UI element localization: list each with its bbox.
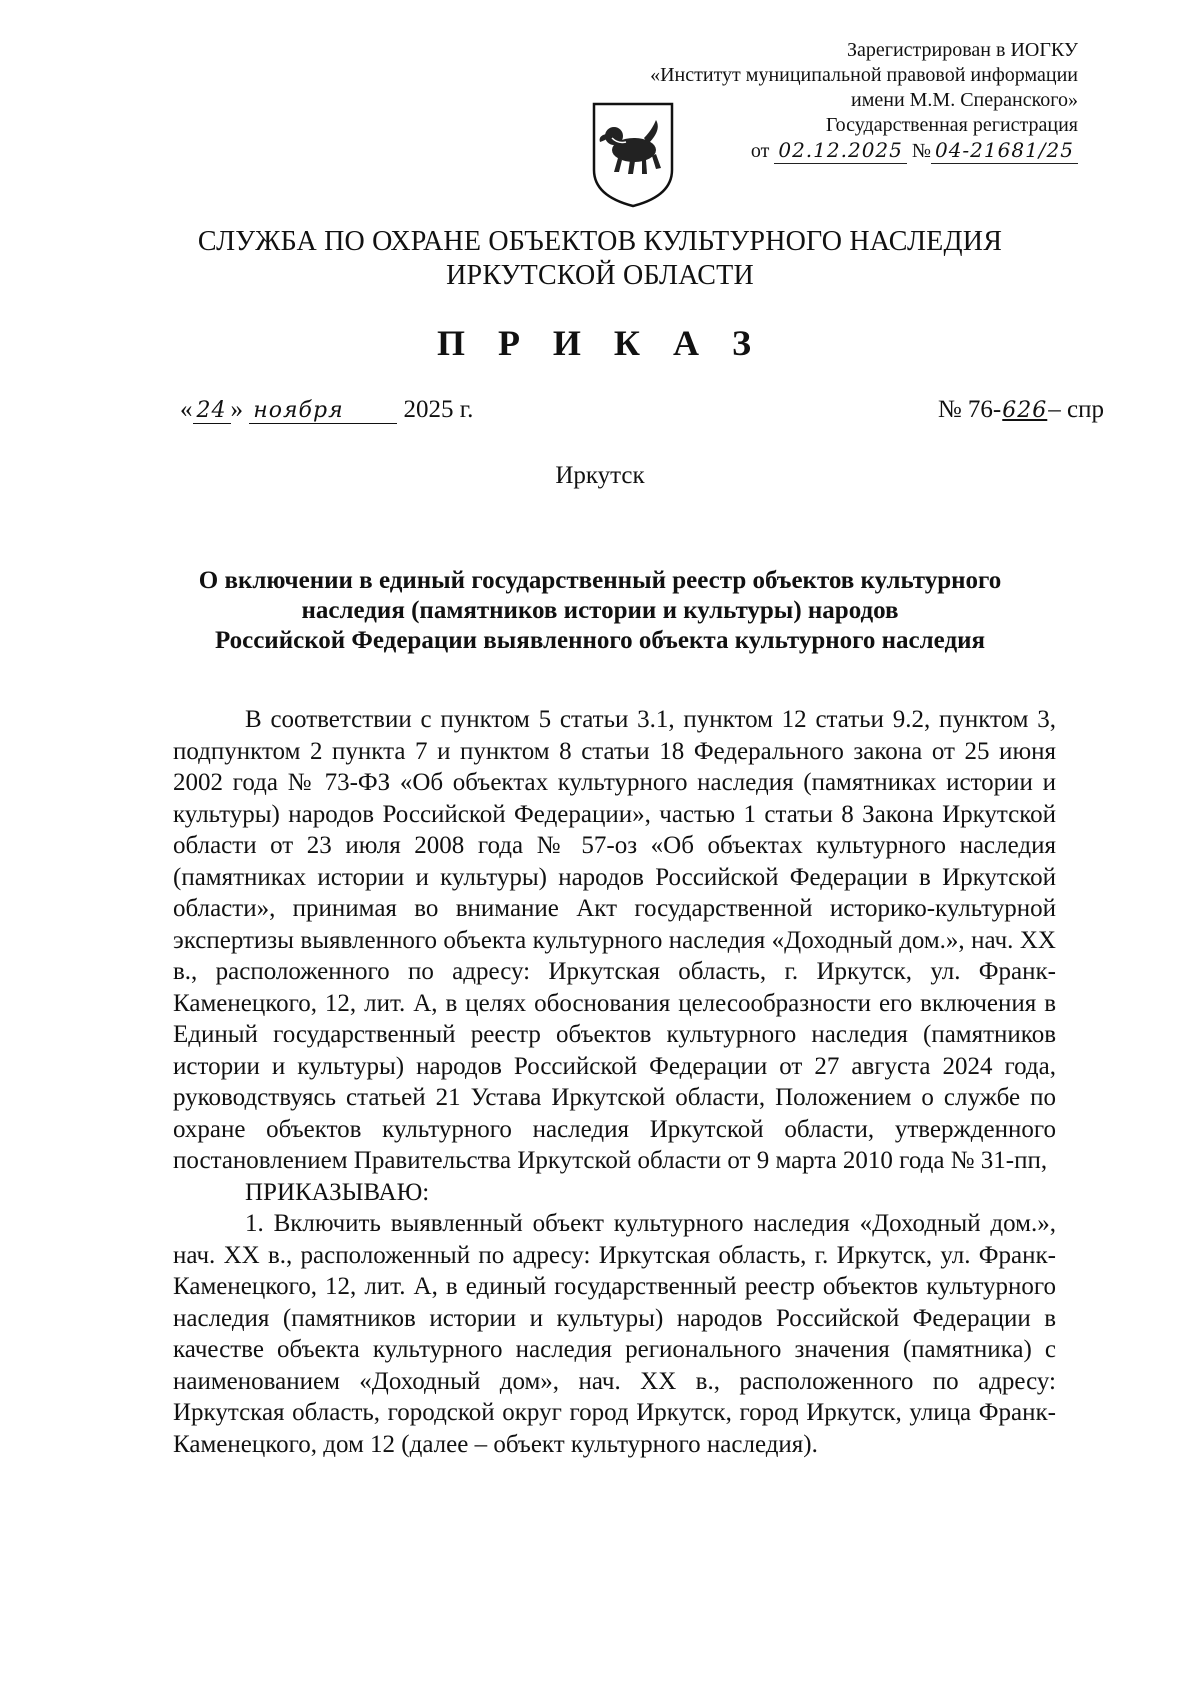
order-number-handwritten: 626 (1002, 398, 1048, 423)
document-subject (150, 566, 1050, 656)
order-date (180, 396, 473, 424)
date-month-handwritten: ноября (249, 398, 397, 424)
order-word: ПРИКАЗЫВАЮ: (245, 1178, 430, 1206)
order-number-suffix: – спр (1048, 396, 1104, 423)
registration-line-4: Государственная регистрация (825, 114, 1078, 136)
registration-number-handwritten: 04-21681/25 (931, 138, 1078, 164)
subject-line-2: наследия (памятников истории и культуры) народов (301, 597, 899, 624)
preamble-paragraph: В соответствии с пунктом 5 статьи 3.1, пунктом 12 статьи 9.2, пунктом 3, подпунктом 2 пункта 7 и пунктом 8 статьи 18 Федерального закона от 25 июня 2002 года № 73-ФЗ «Об объектах культурного наследия (памятниках истории и культуры) народов Российской Федерации», частью 1 статьи 8 Закона Иркутской области от 23 июля 2008 года № 57-оз «Об объектах культурного наследия (памятниках истории и культуры) народов Российской Федерации в Иркутской области», принимая во внимание Акт государственной историко-культурной экспертизы выявленного объекта культурного наследия «Доходный дом.», нач. XX в., расположенного по адресу: Иркутская область, г. Иркутск, ул. Франк-Каменецкого, 12, лит. А, в целях обоснования целесообразности его включения в Единый государственный реестр объектов культурного наследия (памятников истории и культуры) народов Российской Федерации от 27 августа 2024 года, руководствуясь статьей 21 Устава Иркутской области, Положением о службе по охране объектов культурного наследия Иркутской области, утвержденного постановлением Правительства Иркутской области от 9 марта 2010 года № 31-пп, (173, 706, 1056, 1174)
city-name: Иркутск (555, 462, 645, 489)
registration-line-1: Зарегистрирован в ИОГКУ (847, 39, 1078, 61)
date-year: 2025 г. (403, 396, 474, 423)
date-day-handwritten: 24 (193, 398, 231, 424)
organization-name-line-2: ИРКУТСКОЙ ОБЛАСТИ (446, 260, 754, 291)
organization-name-line-1: СЛУЖБА ПО ОХРАНЕ ОБЪЕКТОВ КУЛЬТУРНОГО НАСЛЕДИЯ (197, 226, 1003, 257)
registration-number-prefix: № (911, 140, 931, 162)
document-body (173, 704, 1056, 1460)
registration-date-prefix: от (750, 140, 770, 162)
date-close-quote: » (230, 396, 243, 423)
registration-line-3: имени М.М. Сперанского» (851, 89, 1078, 111)
subject-line-1: О включении в единый государственный реестр объектов культурного (198, 567, 1002, 594)
registration-date-handwritten: 02.12.2025 (774, 138, 907, 164)
order-number (938, 396, 1104, 424)
subject-line-3: Российской Федерации выявленного объекта культурного наследия (214, 627, 986, 654)
organization-name (0, 225, 1200, 293)
irkutsk-coat-of-arms-icon (590, 100, 676, 210)
registration-line-2: «Институт муниципальной правовой информации (650, 64, 1078, 86)
document-type-title: П Р И К А З (436, 323, 764, 363)
order-item-1: 1. Включить выявленный объект культурного наследия «Доходный дом.», нач. XX в., расположенный по адресу: Иркутская область, г. Иркутск, ул. Франк-Каменецкого, 12, лит. А, в единый государственный реестр объектов культурного наследия (памятников истории и культуры) народов Российской Федерации в качестве объекта культурного наследия регионального значения (памятника) с наименованием «Доходный дом», нач. XX в., расположенного по адресу: Иркутская область, городской округ город Иркутск, город Иркутск, улица Франк-Каменецкого, дом 12 (далее – объект культурного наследия). (173, 1210, 1056, 1458)
date-open-quote: « (180, 396, 193, 423)
order-number-prefix: № 76- (937, 396, 1002, 423)
